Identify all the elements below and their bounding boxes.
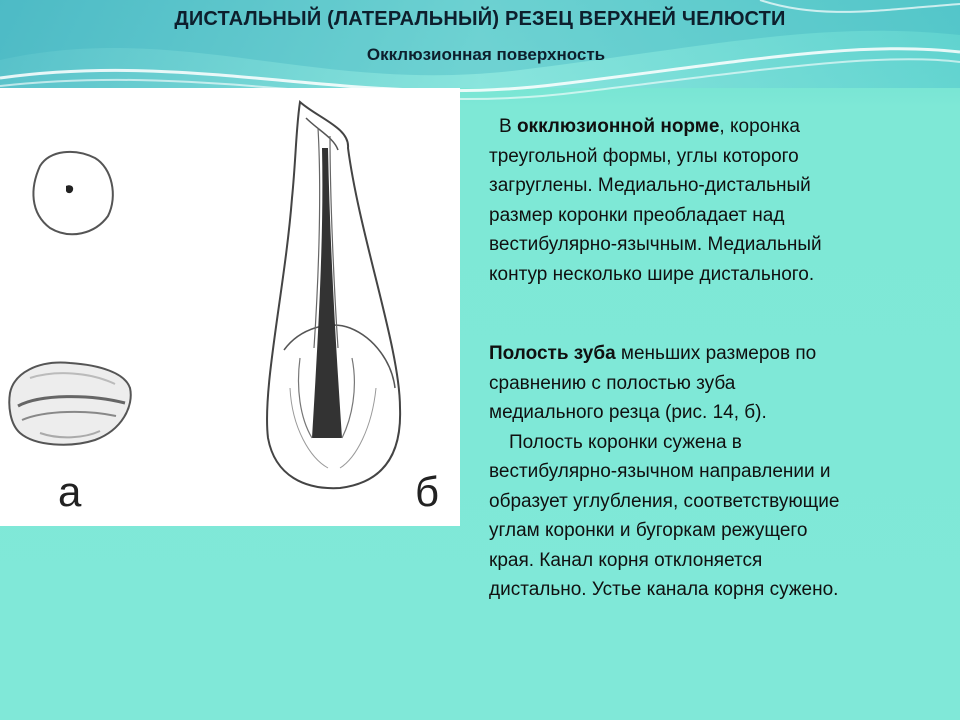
paragraph-line: вестибулярно-язычным. Медиальный: [489, 234, 822, 255]
text-line: Полость коронки сужена в: [509, 431, 742, 453]
bold-term: Полость зуба: [489, 343, 616, 364]
text-rest: , коронка: [719, 116, 800, 137]
paragraph-line: медиального резца (рис. 14, б).: [489, 402, 767, 423]
bold-term: окклюзионной норме: [516, 116, 720, 137]
tooth-cross-section: [33, 152, 112, 234]
paragraph-tooth-cavity: [489, 339, 939, 605]
paragraph-line: [489, 428, 939, 458]
paragraph-line: образует углубления, соответствующие: [489, 490, 840, 512]
figure-label-a: а: [58, 468, 82, 515]
paragraph-line: края. Канал корня отклоняется: [489, 549, 763, 571]
slide-subtitle: Окклюзионная поверхность: [366, 45, 606, 64]
paragraph-line: углам коронки и бугоркам режущего: [489, 520, 808, 541]
paragraph-line: вестибулярно-язычном направлении и: [489, 461, 831, 482]
paragraph-line: дистально. Устье канала корня сужено.: [489, 579, 839, 600]
paragraph-line: контур несколько шире дистального.: [489, 263, 815, 285]
paragraph-line: загруглены. Медиально-дистальный: [489, 175, 811, 196]
tooth-drawing: [0, 88, 460, 526]
tooth-longitudinal-view: [267, 102, 400, 488]
paragraph-line: размер коронки преобладает над: [489, 204, 785, 226]
paragraph-line: [489, 112, 939, 142]
tooth-occlusal-view: [9, 363, 130, 445]
text-rest: меньших размеров по: [615, 343, 817, 364]
paragraph-line: сравнению с полостью зуба: [489, 372, 736, 394]
tooth-illustration: [0, 88, 460, 526]
figure-label-b: б: [415, 468, 440, 515]
text-lead: В: [499, 116, 517, 137]
slide-title: ДИСТАЛЬНЫЙ (ЛАТЕРАЛЬНЫЙ) РЕЗЕЦ ВЕРХНЕЙ ЧЕЛЮСТИ: [174, 8, 786, 30]
paragraph-occlusal-norm: [489, 112, 939, 289]
paragraph-line: треугольной формы, углы которого: [489, 145, 799, 167]
paragraph-line: [489, 339, 939, 369]
